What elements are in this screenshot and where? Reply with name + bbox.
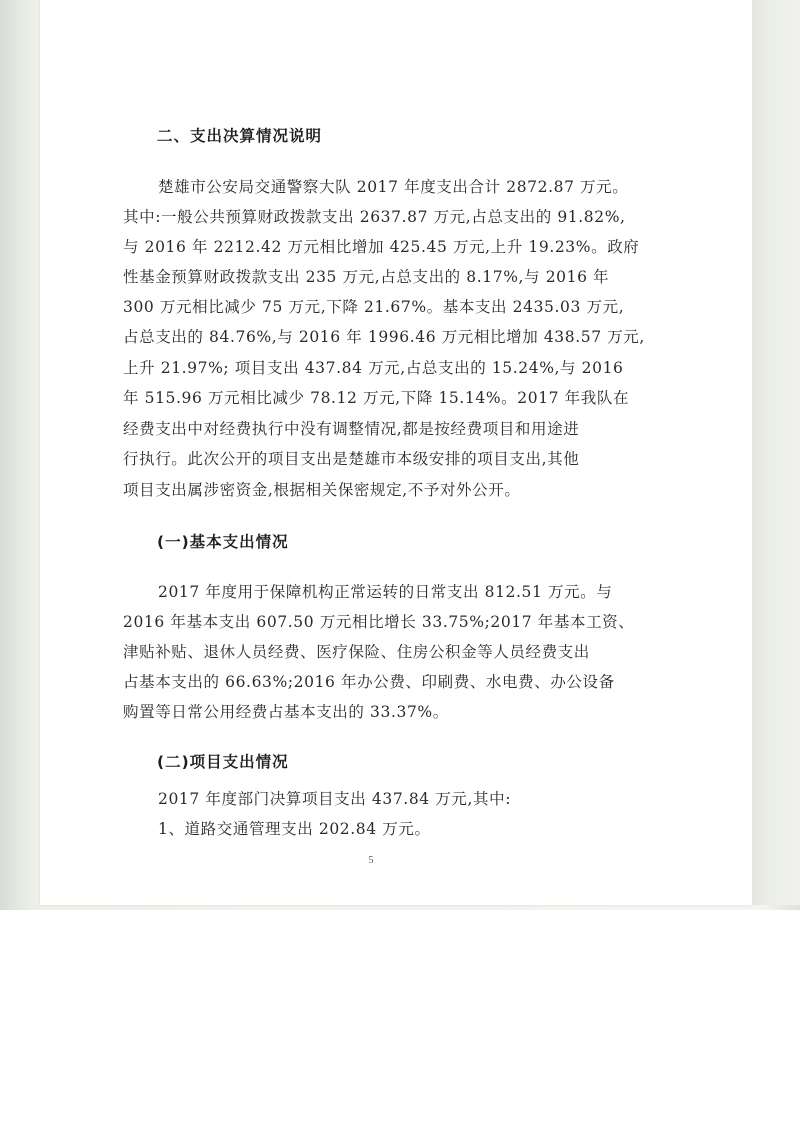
paragraph-line: 行执行。此次公开的项目支出是楚雄市本级安排的项目支出,其他: [123, 450, 580, 468]
paragraph-line: 上升 21.97%; 项目支出 437.84 万元,占总支出的 15.24%,与 2016: [123, 359, 624, 377]
section-title: 二、支出决算情况说明: [157, 127, 323, 145]
paragraph-line: 项目支出属涉密资金,根据相关保密规定,不予对外公开。: [123, 481, 521, 499]
paragraph-line: 2017 年度用于保障机构正常运转的日常支出 812.51 万元。与: [158, 583, 613, 601]
paragraph-line: 年 515.96 万元相比减少 78.12 万元,下降 15.14%。2017 年我队在: [123, 389, 630, 407]
paragraph-line: 占基本支出的 66.63%;2016 年办公费、印刷费、水电费、办公设备: [123, 673, 615, 691]
paragraph-line: 楚雄市公安局交通警察大队 2017 年度支出合计 2872.87 万元。: [158, 178, 629, 196]
paragraph-line: 购置等日常公用经费占基本支出的 33.37%。: [123, 703, 449, 721]
paragraph-line: 津贴补贴、退休人员经费、医疗保险、住房公积金等人员经费支出: [123, 643, 590, 661]
paragraph-line: 性基金预算财政拨款支出 235 万元,占总支出的 8.17%,与 2016 年: [123, 268, 610, 286]
paragraph-line: 其中:一般公共预算财政拨款支出 2637.87 万元,占总支出的 91.82%,: [123, 208, 626, 226]
paragraph-line: 与 2016 年 2212.42 万元相比增加 425.45 万元,上升 19.23%。政府: [123, 238, 640, 256]
paragraph-line: 占总支出的 84.76%,与 2016 年 1996.46 万元相比增加 438.57 万元,: [123, 328, 645, 346]
page-number: 5: [368, 855, 374, 866]
paragraph-line: 1、道路交通管理支出 202.84 万元。: [158, 820, 431, 838]
subsection-title-project: (二)项目支出情况: [157, 753, 289, 771]
paragraph-line: 经费支出中对经费执行中没有调整情况,都是按经费项目和用途进: [123, 420, 580, 438]
paragraph-line: 300 万元相比减少 75 万元,下降 21.67%。基本支出 2435.03 万元,: [123, 298, 625, 316]
paragraph-line: 2017 年度部门决算项目支出 437.84 万元,其中:: [158, 790, 512, 808]
subsection-title-basic: (一)基本支出情况: [157, 533, 289, 551]
paragraph-line: 2016 年基本支出 607.50 万元相比增长 33.75%;2017 年基本工资、: [123, 613, 635, 631]
